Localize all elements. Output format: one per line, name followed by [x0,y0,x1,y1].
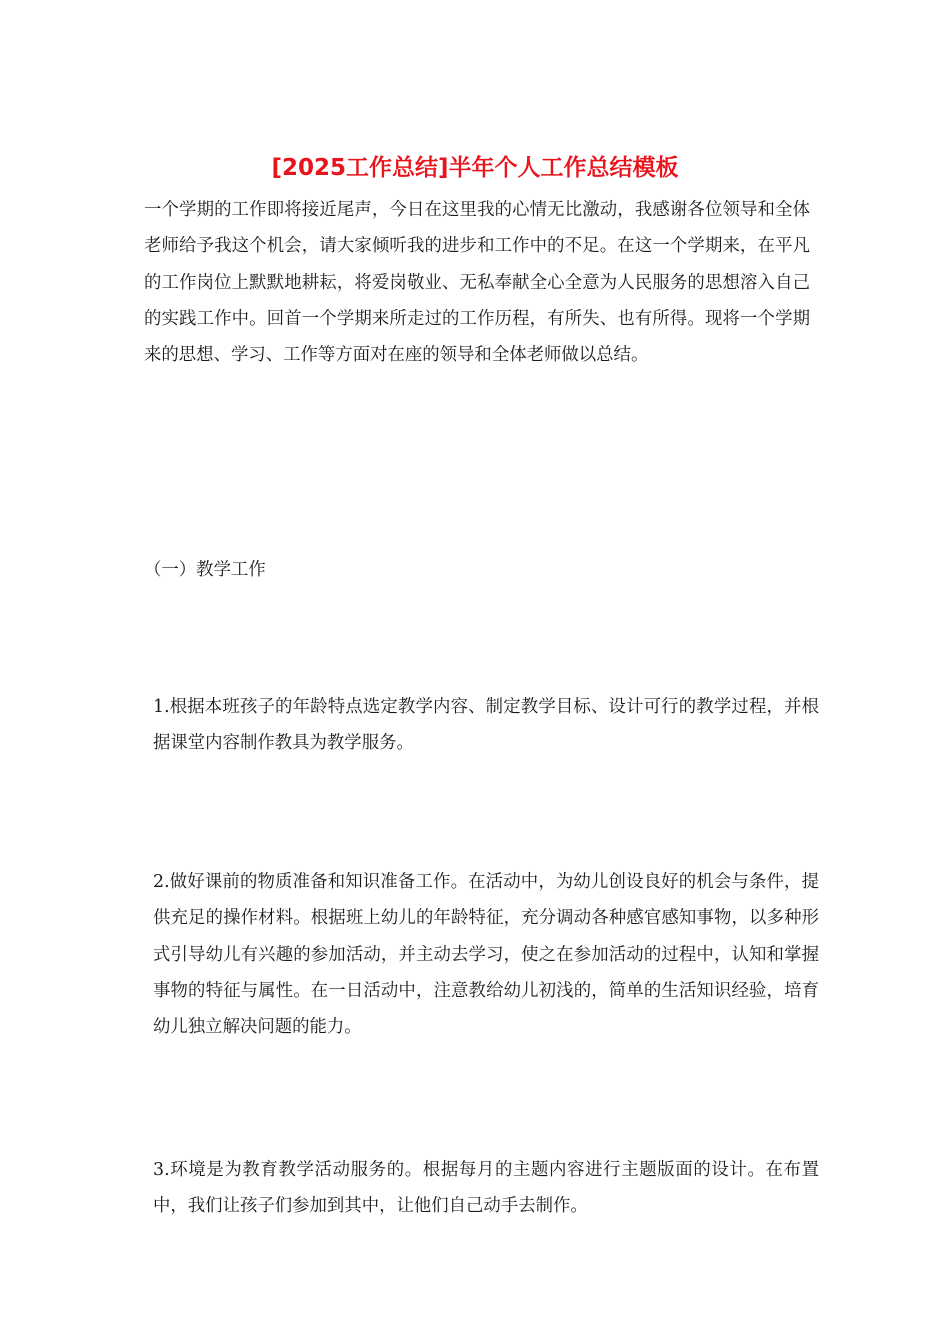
list-item: 1.根据本班孩子的年龄特点选定教学内容、制定教学目标、设计可行的教学过程，并根据课堂内容制作教具为教学服务。 [153,697,819,754]
list-item: 3.环境是为教育教学活动服务的。根据每月的主题内容进行主题版面的设计。在布置中，我们让孩子们参加到其中，让他们自己动手去制作。 [153,1160,819,1217]
document-title: [2025工作总结]半年个人工作总结模板 [271,155,679,181]
section-heading: （一）教学工作 [144,560,266,580]
intro-paragraph: 一个学期的工作即将接近尾声，今日在这里我的心情无比激动，我感谢各位领导和全体老师给予我这个机会，请大家倾听我的进步和工作中的不足。在这一个学期来，在平凡的工作岗位上默默地耕耘，将爱岗敬业、无私奉献全心全意为人民服务的思想溶入自己的实践工作中。回首一个学期来所走过的工作历程，有所失、也有所得。现将一个学期来的思想、学习、工作等方面对在座的领导和全体老师做以总结。 [144,200,810,366]
list-item: 2.做好课前的物质准备和知识准备工作。在活动中，为幼儿创设良好的机会与条件，提供充足的操作材料。根据班上幼儿的年龄特征，充分调动各种感官感知事物，以多种形式引导幼儿有兴趣的参加活动，并主动去学习，使之在参加活动的过程中，认知和掌握事物的特征与属性。在一日活动中，注意教给幼儿初浅的，简单的生活知识经验，培育幼儿独立解决问题的能力。 [153,872,819,1038]
